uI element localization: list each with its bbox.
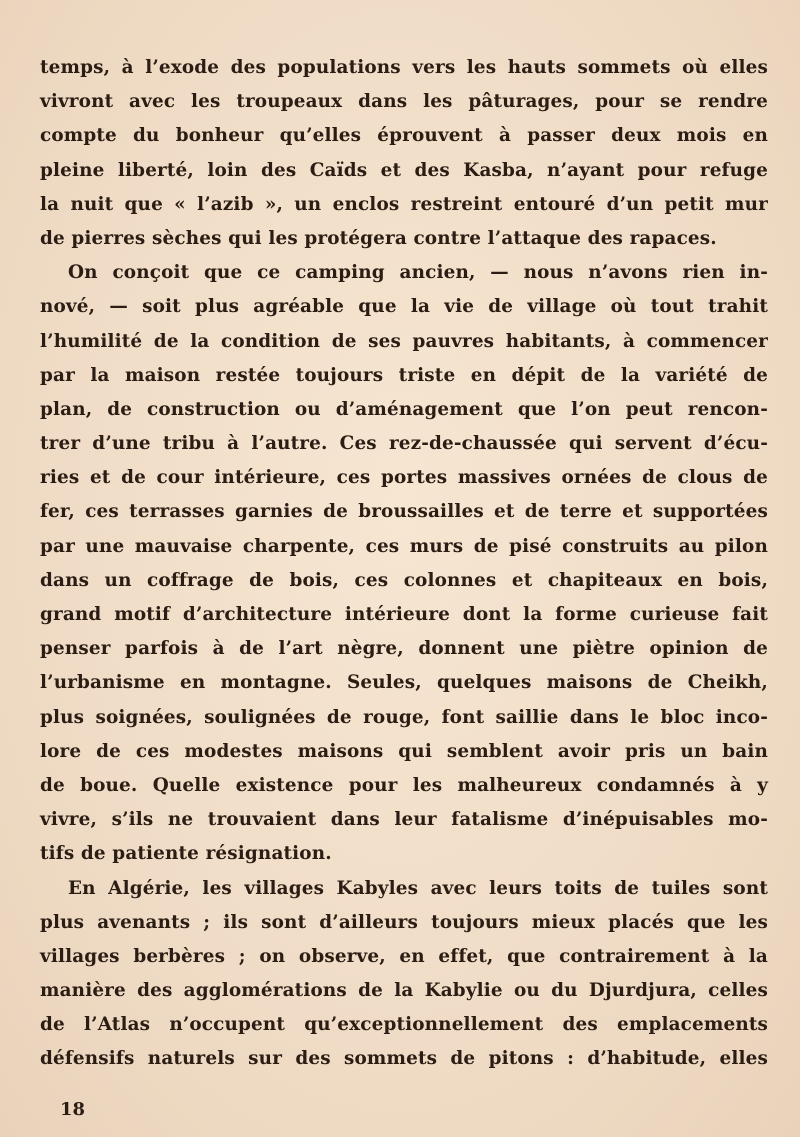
- text-line: fer, ces terrasses garnies de broussailles et de terre et supportées: [40, 501, 768, 523]
- text-line: la nuit que « l’azib », un enclos restreint entouré d’un petit mur: [40, 193, 768, 215]
- text-line: l’humilité de la condition de ses pauvres habitants, à commencer: [40, 330, 768, 352]
- text-line: temps, à l’exode des populations vers les hauts sommets où elles: [40, 57, 768, 78]
- text-line: tifs de patiente résignation.: [40, 843, 332, 865]
- text-line: nové, — soit plus agréable que la vie de village où tout trahit: [40, 296, 768, 318]
- text-line: plus avenants ; ils sont d’ailleurs toujours mieux placés que les: [40, 911, 768, 933]
- text-line: ries et de cour intérieure, ces portes massives ornées de clous de: [40, 467, 768, 489]
- text-line: l’urbanisme en montagne. Seules, quelques maisons de Cheikh,: [40, 672, 768, 694]
- text-line: plus soignées, soulignées de rouge, font saillie dans le bloc inco-: [40, 706, 768, 728]
- text-line: pleine liberté, loin des Caïds et des Kasba, n’ayant pour refuge: [40, 159, 768, 181]
- text-line: par la maison restée toujours triste en dépit de la variété de: [40, 364, 768, 386]
- page-number: 18: [60, 1099, 86, 1120]
- paragraph: [40, 51, 768, 256]
- text-line: défensifs naturels sur des sommets de pitons : d’habitude, elles: [40, 1048, 768, 1070]
- text-line: compte du bonheur qu’elles éprouvent à passer deux mois en: [40, 125, 768, 147]
- text-line: penser parfois à de l’art nègre, donnent une piètre opinion de: [40, 638, 768, 660]
- text-line: En Algérie, les villages Kabyles avec leurs toits de tuiles sont: [68, 877, 768, 899]
- text-line: de pierres sèches qui les protégera contre l’attaque des rapaces.: [40, 227, 717, 249]
- text-line: grand motif d’architecture intérieure dont la forme curieuse fait: [40, 604, 768, 625]
- paragraph: [40, 256, 768, 871]
- text-line: villages berbères ; on observe, en effet, que contrairement à la: [40, 945, 768, 967]
- paragraph: [40, 872, 768, 1077]
- text-line: dans un coffrage de bois, ces colonnes et chapiteaux en bois,: [40, 569, 768, 591]
- text-line: manière des agglomérations de la Kabylie ou du Djurdjura, celles: [40, 980, 768, 1002]
- text-line: vivre, s’ils ne trouvaient dans leur fatalisme d’inépuisables mo-: [40, 809, 768, 831]
- text-line: par une mauvaise charpente, ces murs de pisé construits au pilon: [40, 535, 768, 557]
- text-line: vivront avec les troupeaux dans les pâturages, pour se rendre: [40, 91, 768, 113]
- text-line: de l’Atlas n’occupent qu’exceptionnellement des emplacements: [40, 1014, 768, 1036]
- text-line: plan, de construction ou d’aménagement que l’on peut rencon-: [40, 398, 768, 420]
- body-text: [40, 51, 768, 1077]
- text-line: lore de ces modestes maisons qui semblent avoir pris un bain: [40, 740, 768, 762]
- text-line: de boue. Quelle existence pour les malheureux condamnés à y: [40, 774, 768, 796]
- text-line: On conçoit que ce camping ancien, — nous n’avons rien in-: [68, 262, 768, 284]
- text-line: trer d’une tribu à l’autre. Ces rez-de-chaussée qui servent d’écu-: [40, 433, 768, 455]
